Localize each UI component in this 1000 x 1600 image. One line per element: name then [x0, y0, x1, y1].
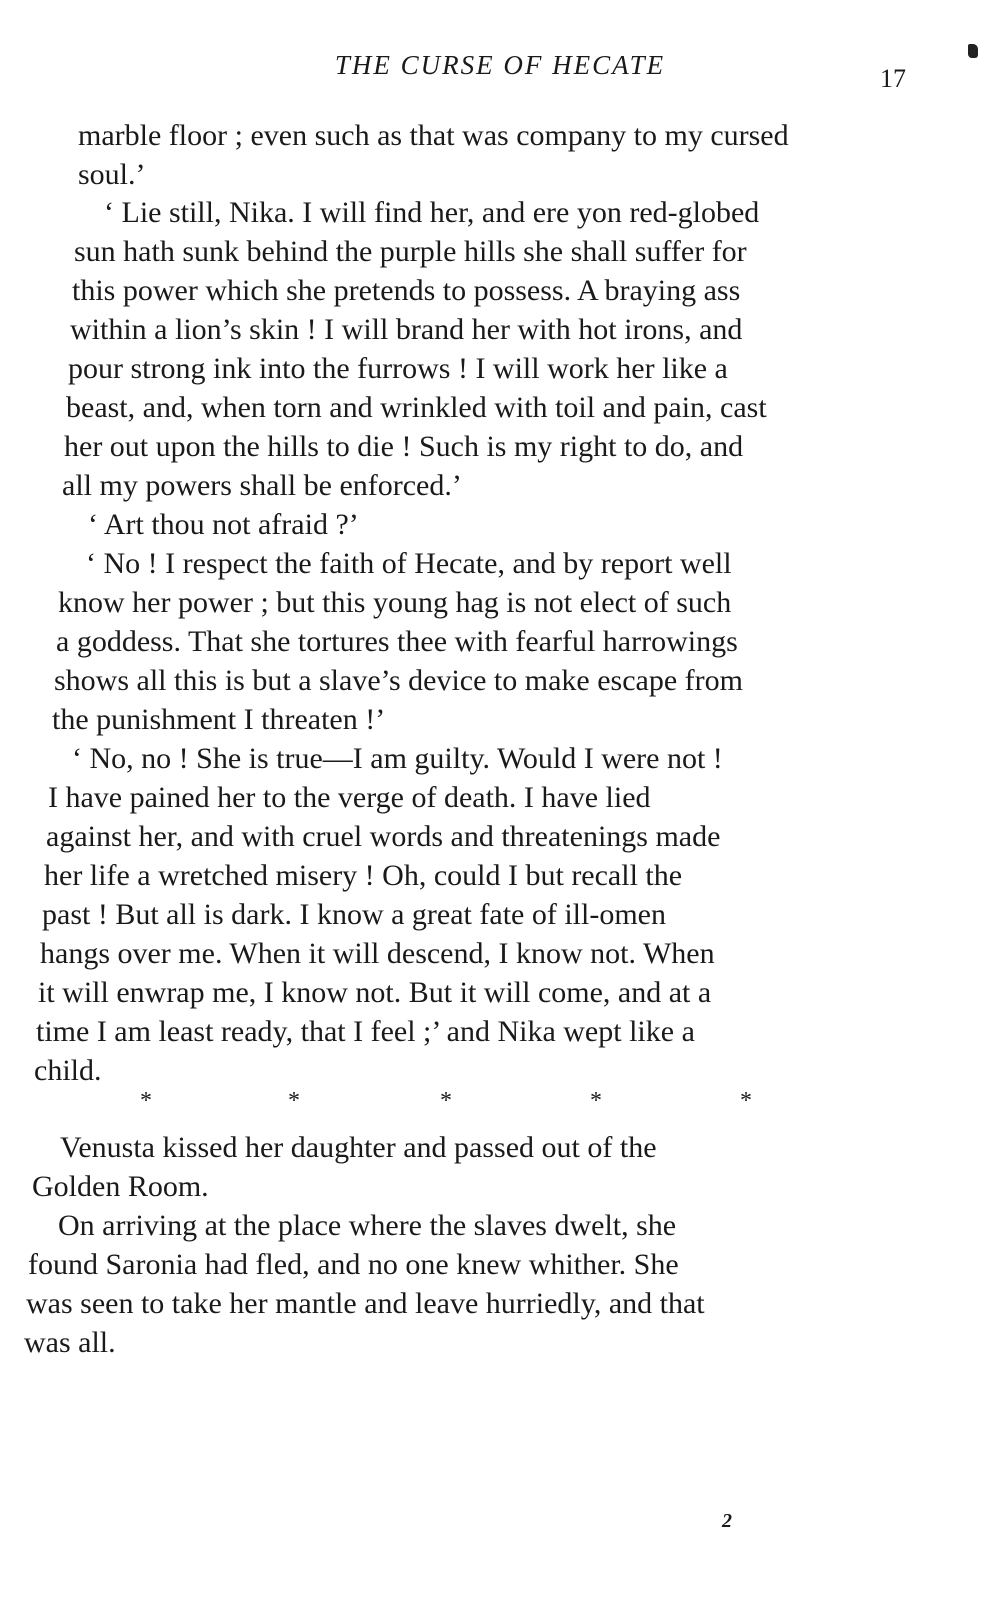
text-line: ‘ Art thou not afraid ?’ [88, 508, 359, 541]
text-line: pour strong ink into the furrows ! I will work her like a [68, 352, 728, 385]
text-line: against her, and with cruel words and threatenings made [46, 820, 721, 853]
section-break [0, 1088, 1000, 1124]
text-line: all my powers shall be enforced.’ [62, 469, 462, 502]
section-star: * [440, 1088, 452, 1114]
text-line: On arriving at the place where the slaves dwelt, she [58, 1209, 677, 1242]
text-line: know her power ; but this young hag is not elect of such [58, 586, 732, 619]
text-line: it will enwrap me, I know not. But it will come, and at a [38, 976, 712, 1009]
section-star: * [288, 1088, 300, 1114]
text-line: Venusta kissed her daughter and passed out of the [60, 1131, 657, 1164]
running-header: THE CURSE OF HECATE [334, 50, 666, 80]
text-line: Golden Room. [32, 1170, 209, 1203]
text-line: ‘ No, no ! She is true—I am guilty. Would I were not ! [72, 742, 723, 775]
text-line: time I am least ready, that I feel ;’ and Nika wept like a [36, 1015, 695, 1048]
text-line: marble floor ; even such as that was company to my cursed [78, 119, 789, 152]
text-line: child. [34, 1054, 102, 1087]
section-star: * [740, 1088, 752, 1114]
text-line: past ! But all is dark. I know a great fate of ill-omen [42, 898, 666, 931]
text-line: was seen to take her mantle and leave hurriedly, and that [26, 1287, 705, 1320]
page-number: 17 [880, 64, 906, 93]
text-line: I have pained her to the verge of death. I have lied [48, 781, 651, 814]
text-line: shows all this is but a slave’s device to make escape from [54, 664, 743, 697]
text-line: a goddess. That she tortures thee with fearful harrowings [56, 625, 738, 658]
text-line: ‘ Lie still, Nika. I will find her, and ere yon red-globed [104, 196, 760, 229]
text-line: soul.’ [78, 158, 146, 191]
signature-mark: 2 [722, 1510, 732, 1532]
text-line: beast, and, when torn and wrinkled with toil and pain, cast [66, 391, 767, 424]
text-line: was all. [24, 1326, 116, 1359]
text-line: this power which she pretends to possess. A braying ass [72, 274, 741, 307]
text-line: hangs over me. When it will descend, I know not. When [40, 937, 715, 970]
section-star: * [140, 1088, 152, 1114]
section-star: * [590, 1088, 602, 1114]
text-line: her life a wretched misery ! Oh, could I but recall the [44, 859, 683, 892]
text-line: within a lion’s skin ! I will brand her with hot irons, and [70, 313, 743, 346]
text-line: sun hath sunk behind the purple hills she shall suffer for [74, 235, 747, 268]
text-line: her out upon the hills to die ! Such is my right to do, and [64, 430, 744, 463]
text-line: the punishment I threaten !’ [52, 703, 386, 736]
text-line: found Saronia had fled, and no one knew whither. She [28, 1248, 679, 1281]
text-line: ‘ No ! I respect the faith of Hecate, and by report well [86, 547, 732, 580]
